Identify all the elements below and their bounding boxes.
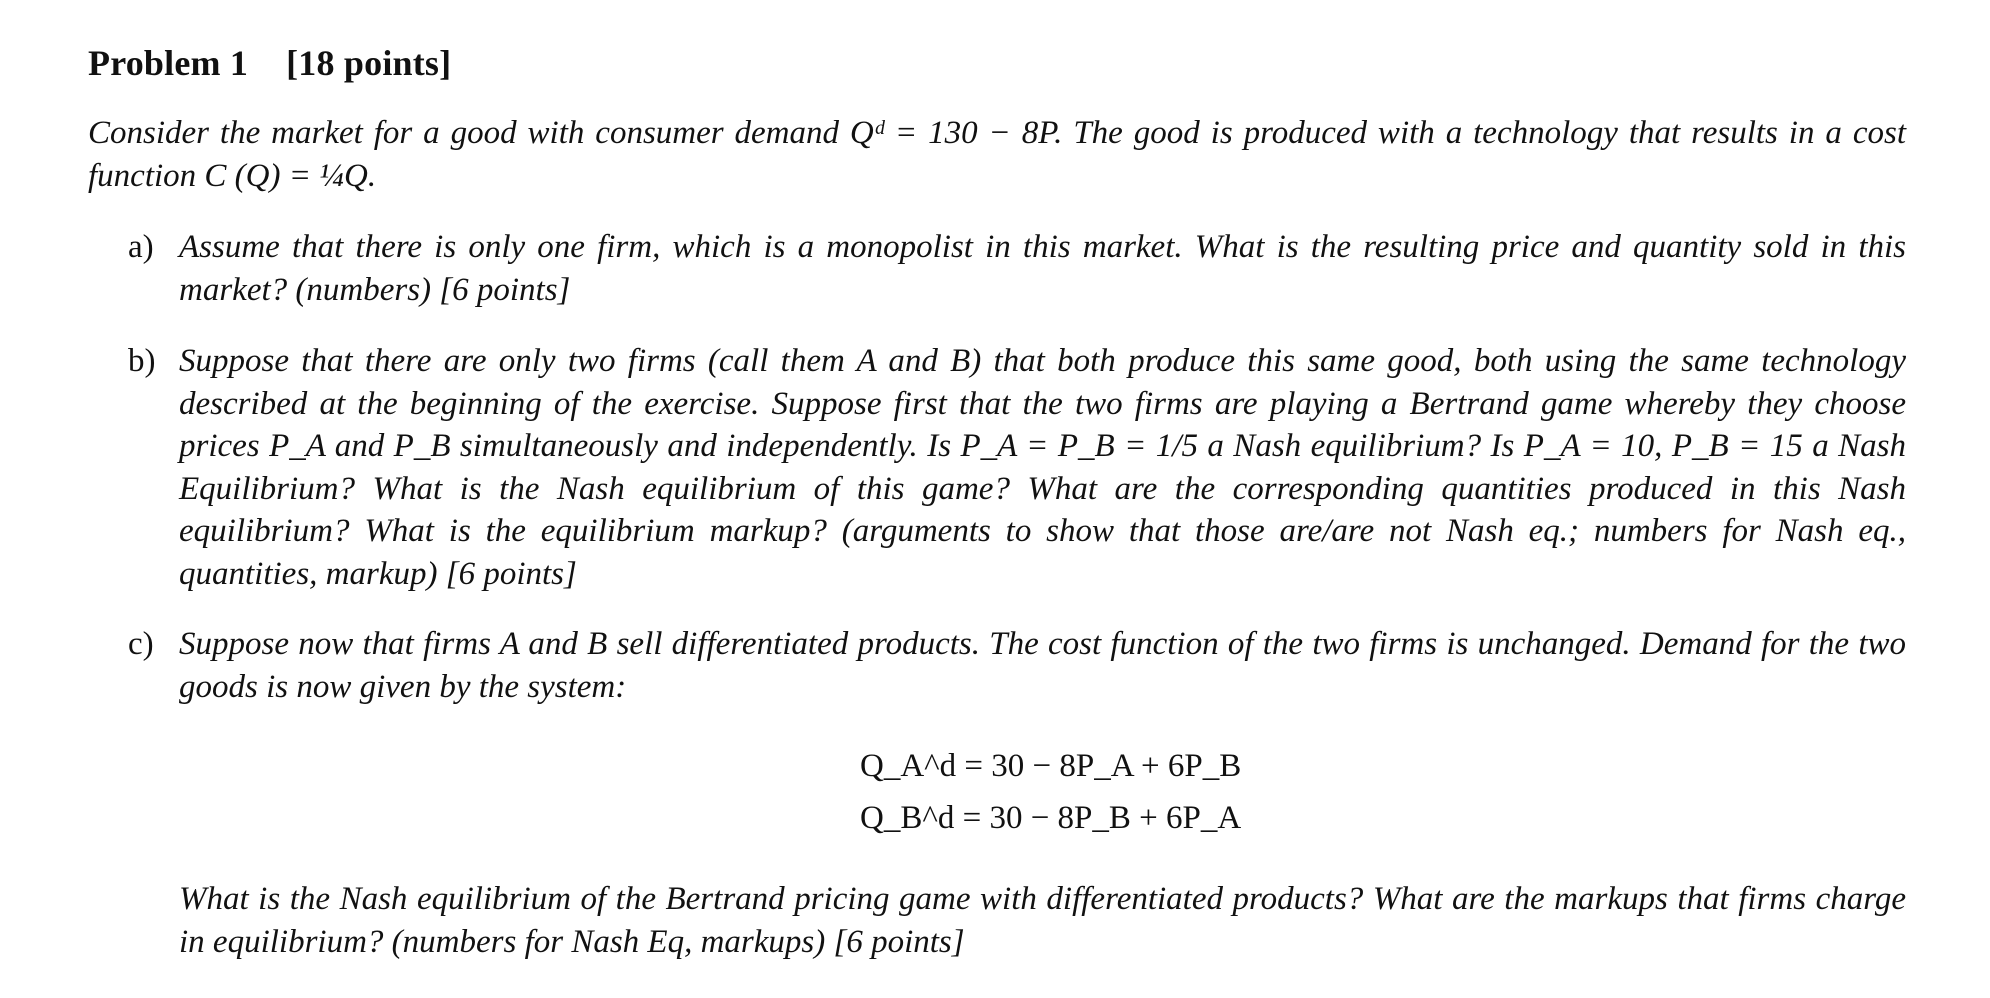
intro-text: Consider the market for a good with consumer demand Qᵈ = 130 − 8P. The good is produced with a technology that results in a cost function C (Q) = ¼Q. bbox=[88, 115, 1906, 194]
part-b bbox=[128, 340, 1906, 595]
part-b-text: Suppose that there are only two firms (call them A and B) that both produce this same good, both using the same technology described at the beginning of the exercise. Suppose first that the two firms are playing a Bertrand game whereby they choose prices P_A and P_B simultaneously and independently. Is P_A = P_B = 1/5 a Nash equilibrium? Is P_A = 10, P_B = 15 a Nash Equilibrium? What is the Nash equilibrium of this game? What are the corresponding quantities produced in this Nash equilibrium? What is the equilibrium markup? (arguments to show that those are/are not Nash eq.; numbers for Nash eq., quantities, markup) [6 points] bbox=[179, 343, 1906, 592]
followup-text: What is the Nash equilibrium of the Bertrand pricing game with differentiated products? What are the markups that firms charge in equilibrium? (numbers for Nash Eq, markups) [6 points] bbox=[179, 881, 1906, 960]
demand-equation-a: Q_A^d = 30 − 8P_A + 6P_B bbox=[860, 748, 1242, 784]
part-b-label: b) bbox=[128, 343, 156, 379]
part-c-text: Suppose now that firms A and B sell differentiated products. The cost function of the two firms is unchanged. Demand for the two goods is now given by the system: bbox=[179, 626, 1906, 705]
part-c-followup bbox=[179, 878, 1906, 963]
problem-header bbox=[88, 42, 451, 84]
part-a-label: a) bbox=[128, 229, 154, 265]
demand-system bbox=[860, 740, 1241, 844]
problem-points: [18 points] bbox=[286, 43, 452, 83]
part-c bbox=[128, 623, 1906, 708]
part-a-text: Assume that there is only one firm, which is a monopolist in this market. What is the resulting price and quantity sold in this market? (numbers) [6 points] bbox=[179, 229, 1906, 308]
problem-intro bbox=[88, 112, 1906, 197]
demand-equation-b: Q_B^d = 30 − 8P_B + 6P_A bbox=[860, 800, 1242, 836]
part-c-label: c) bbox=[128, 626, 154, 662]
part-a bbox=[128, 226, 1906, 311]
problem-title: Problem 1 bbox=[88, 43, 249, 83]
